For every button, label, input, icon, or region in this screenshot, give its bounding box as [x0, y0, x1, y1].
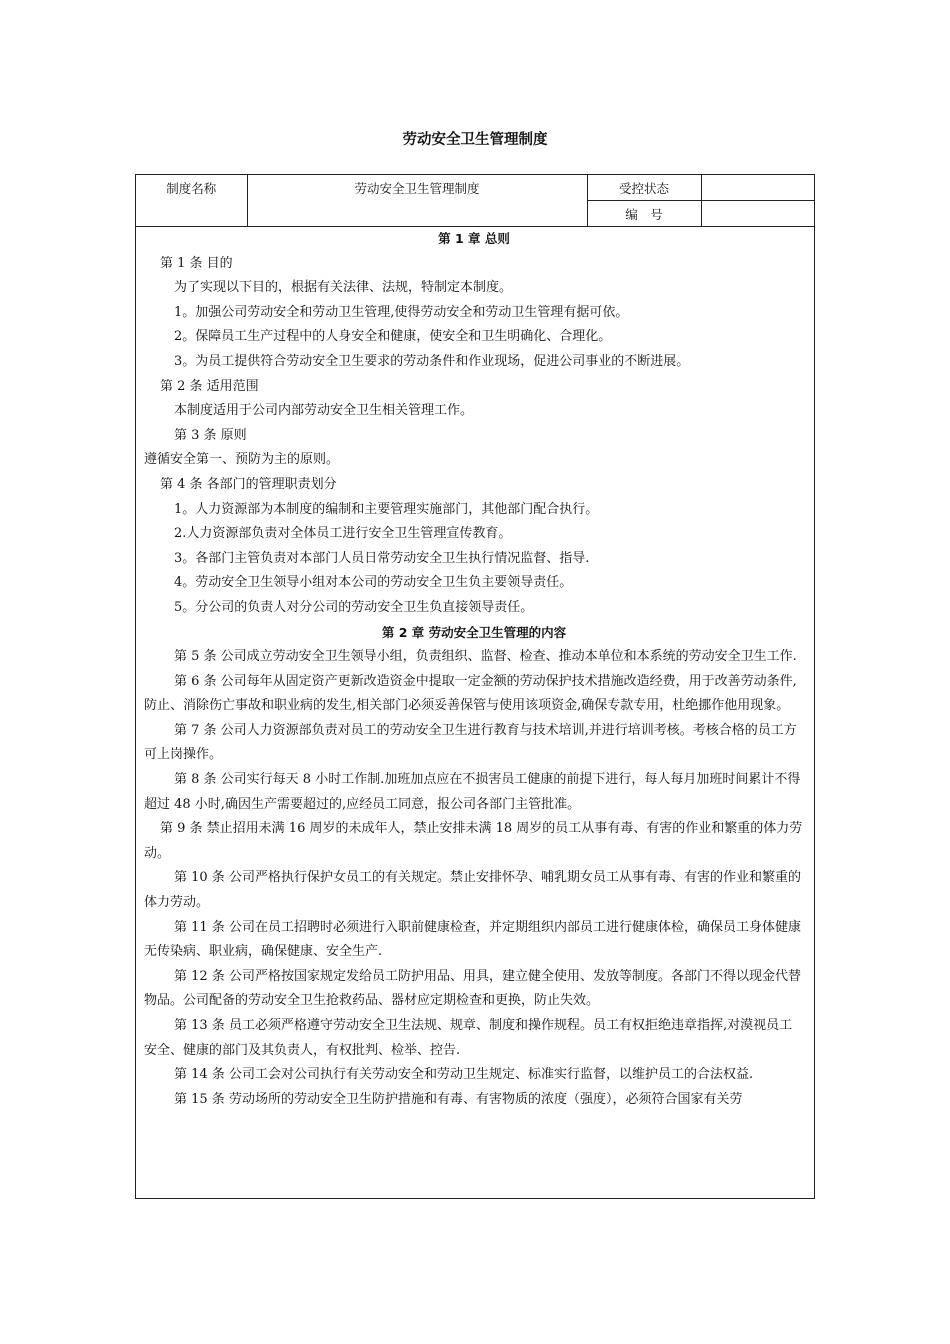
number-label-cell: 编 号: [587, 201, 701, 227]
article-7: 第 7 条 公司人力资源部负责对员工的劳动安全卫生进行教育与技术培训,并进行培训考核。考核合格的员工方可上岗操作。: [144, 722, 797, 763]
article-15: 第 15 条 劳动场所的劳动安全卫生防护措施和有毒、有害物质的浓度（强度），必须符合国家有关劳: [174, 1091, 743, 1107]
header-table: [136, 175, 814, 227]
regulation-body: [136, 227, 814, 1112]
article-4-item-2: 2.人力资源部负责对全体员工进行安全卫生管理宣传教育。: [174, 526, 512, 542]
article-2-text: 本制度适用于公司内部劳动安全卫生相关管理工作。: [174, 403, 474, 419]
article-4-item-5: 5。分公司的负责人对分公司的劳动安全卫生负直接领导责任。: [174, 599, 534, 615]
article-1-title: 第 1 条 目的: [160, 255, 233, 271]
article-4-item-1: 1。人力资源部为本制度的编制和主要管理实施部门，其他部门配合执行。: [174, 501, 599, 517]
chapter-1-title: 第 1 章 总则: [438, 231, 510, 246]
name-value-cell: 劳动安全卫生管理制度: [247, 175, 587, 227]
article-12: 第 12 条 公司严格按国家规定发给员工防护用品、用具，建立健全使用、发放等制度。各部门不得以现金代替物品。公司配备的劳动安全卫生抢救药品、器材应定期检查和更换，防止失效。: [144, 968, 801, 1009]
article-4-item-3: 3。各部门主管负责对本部门人员日常劳动安全卫生执行情况监督、指导.: [174, 550, 590, 566]
article-10: 第 10 条 公司严格执行保护女员工的有关规定。禁止安排怀孕、哺乳期女员工从事有毒、有害的作业和繁重的体力劳动。: [144, 870, 801, 911]
article-4-title: 第 4 条 各部门的管理职责划分: [160, 476, 337, 492]
article-13: 第 13 条 员工必须严格遵守劳动安全卫生法规、规章、制度和操作规程。员工有权拒绝违章指挥,对漠视员工安全、健康的部门及其负责人，有权批判、检举、控告.: [144, 1018, 793, 1058]
document-title: 劳动安全卫生管理制度: [402, 132, 548, 148]
article-1-item-1: 1。加强公司劳动安全和劳动卫生管理,使得劳动安全和劳动卫生管理有据可依。: [174, 304, 629, 320]
status-label-cell: 受控状态: [587, 175, 701, 201]
article-14: 第 14 条 公司工会对公司执行有关劳动安全和劳动卫生规定、标准实行监督，以维护员工的合法权益.: [174, 1067, 754, 1083]
article-1-intro: 为了实现以下目的，根据有关法律、法规，特制定本制度。: [174, 280, 513, 296]
article-11: 第 11 条 公司在员工招聘时必须进行入职前健康检查，并定期组织内部员工进行健康体检，确保员工身体健康无传染病、职业病，确保健康、安全生产.: [144, 919, 801, 960]
regulation-frame: [135, 174, 815, 1199]
number-value-cell: [701, 201, 814, 227]
article-1-item-2: 2。保障员工生产过程中的人身安全和健康，使安全和卫生明确化、合理化。: [174, 329, 612, 345]
article-4-item-4: 4。劳动安全卫生领导小组对本公司的劳动安全卫生负主要领导责任。: [174, 575, 573, 591]
article-9: 第 9 条 禁止招用未满 16 周岁的未成年人，禁止安排未满 18 周岁的员工从事有毒、有害的作业和繁重的体力劳动。: [144, 821, 803, 861]
article-5: 第 5 条 公司成立劳动安全卫生领导小组，负责组织、监督、检查、推动本单位和本系统的劳动安全卫生工作.: [174, 649, 797, 665]
article-2-title: 第 2 条 适用范围: [160, 378, 259, 394]
chapter-2-title: 第 2 章 劳动安全卫生管理的内容: [381, 624, 567, 640]
article-6: 第 6 条 公司每年从固定资产更新改造资金中提取一定金额的劳动保护技术措施改造经费，用于改善劳动条件,防止、消除伤亡事故和职业病的发生,相关部门必须妥善保管与使用该项资金,确保专款专用，杜绝挪作他用现象。: [144, 673, 797, 714]
article-3-title: 第 3 条 原则: [174, 427, 247, 443]
article-3-text: 遵循安全第一、预防为主的原则。: [144, 452, 340, 468]
status-value-cell: [701, 175, 814, 201]
article-8: 第 8 条 公司实行每天 8 小时工作制.加班加点应在不损害员工健康的前提下进行，每人每月加班时间累计不得超过 48 小时,确因生产需要超过的,应经员工同意，报公司各部门主管批准。: [144, 772, 801, 812]
name-label-cell: 制度名称: [136, 175, 247, 227]
article-1-item-3: 3。为员工提供符合劳动安全卫生要求的劳动条件和作业现场，促进公司事业的不断进展。: [174, 353, 690, 369]
